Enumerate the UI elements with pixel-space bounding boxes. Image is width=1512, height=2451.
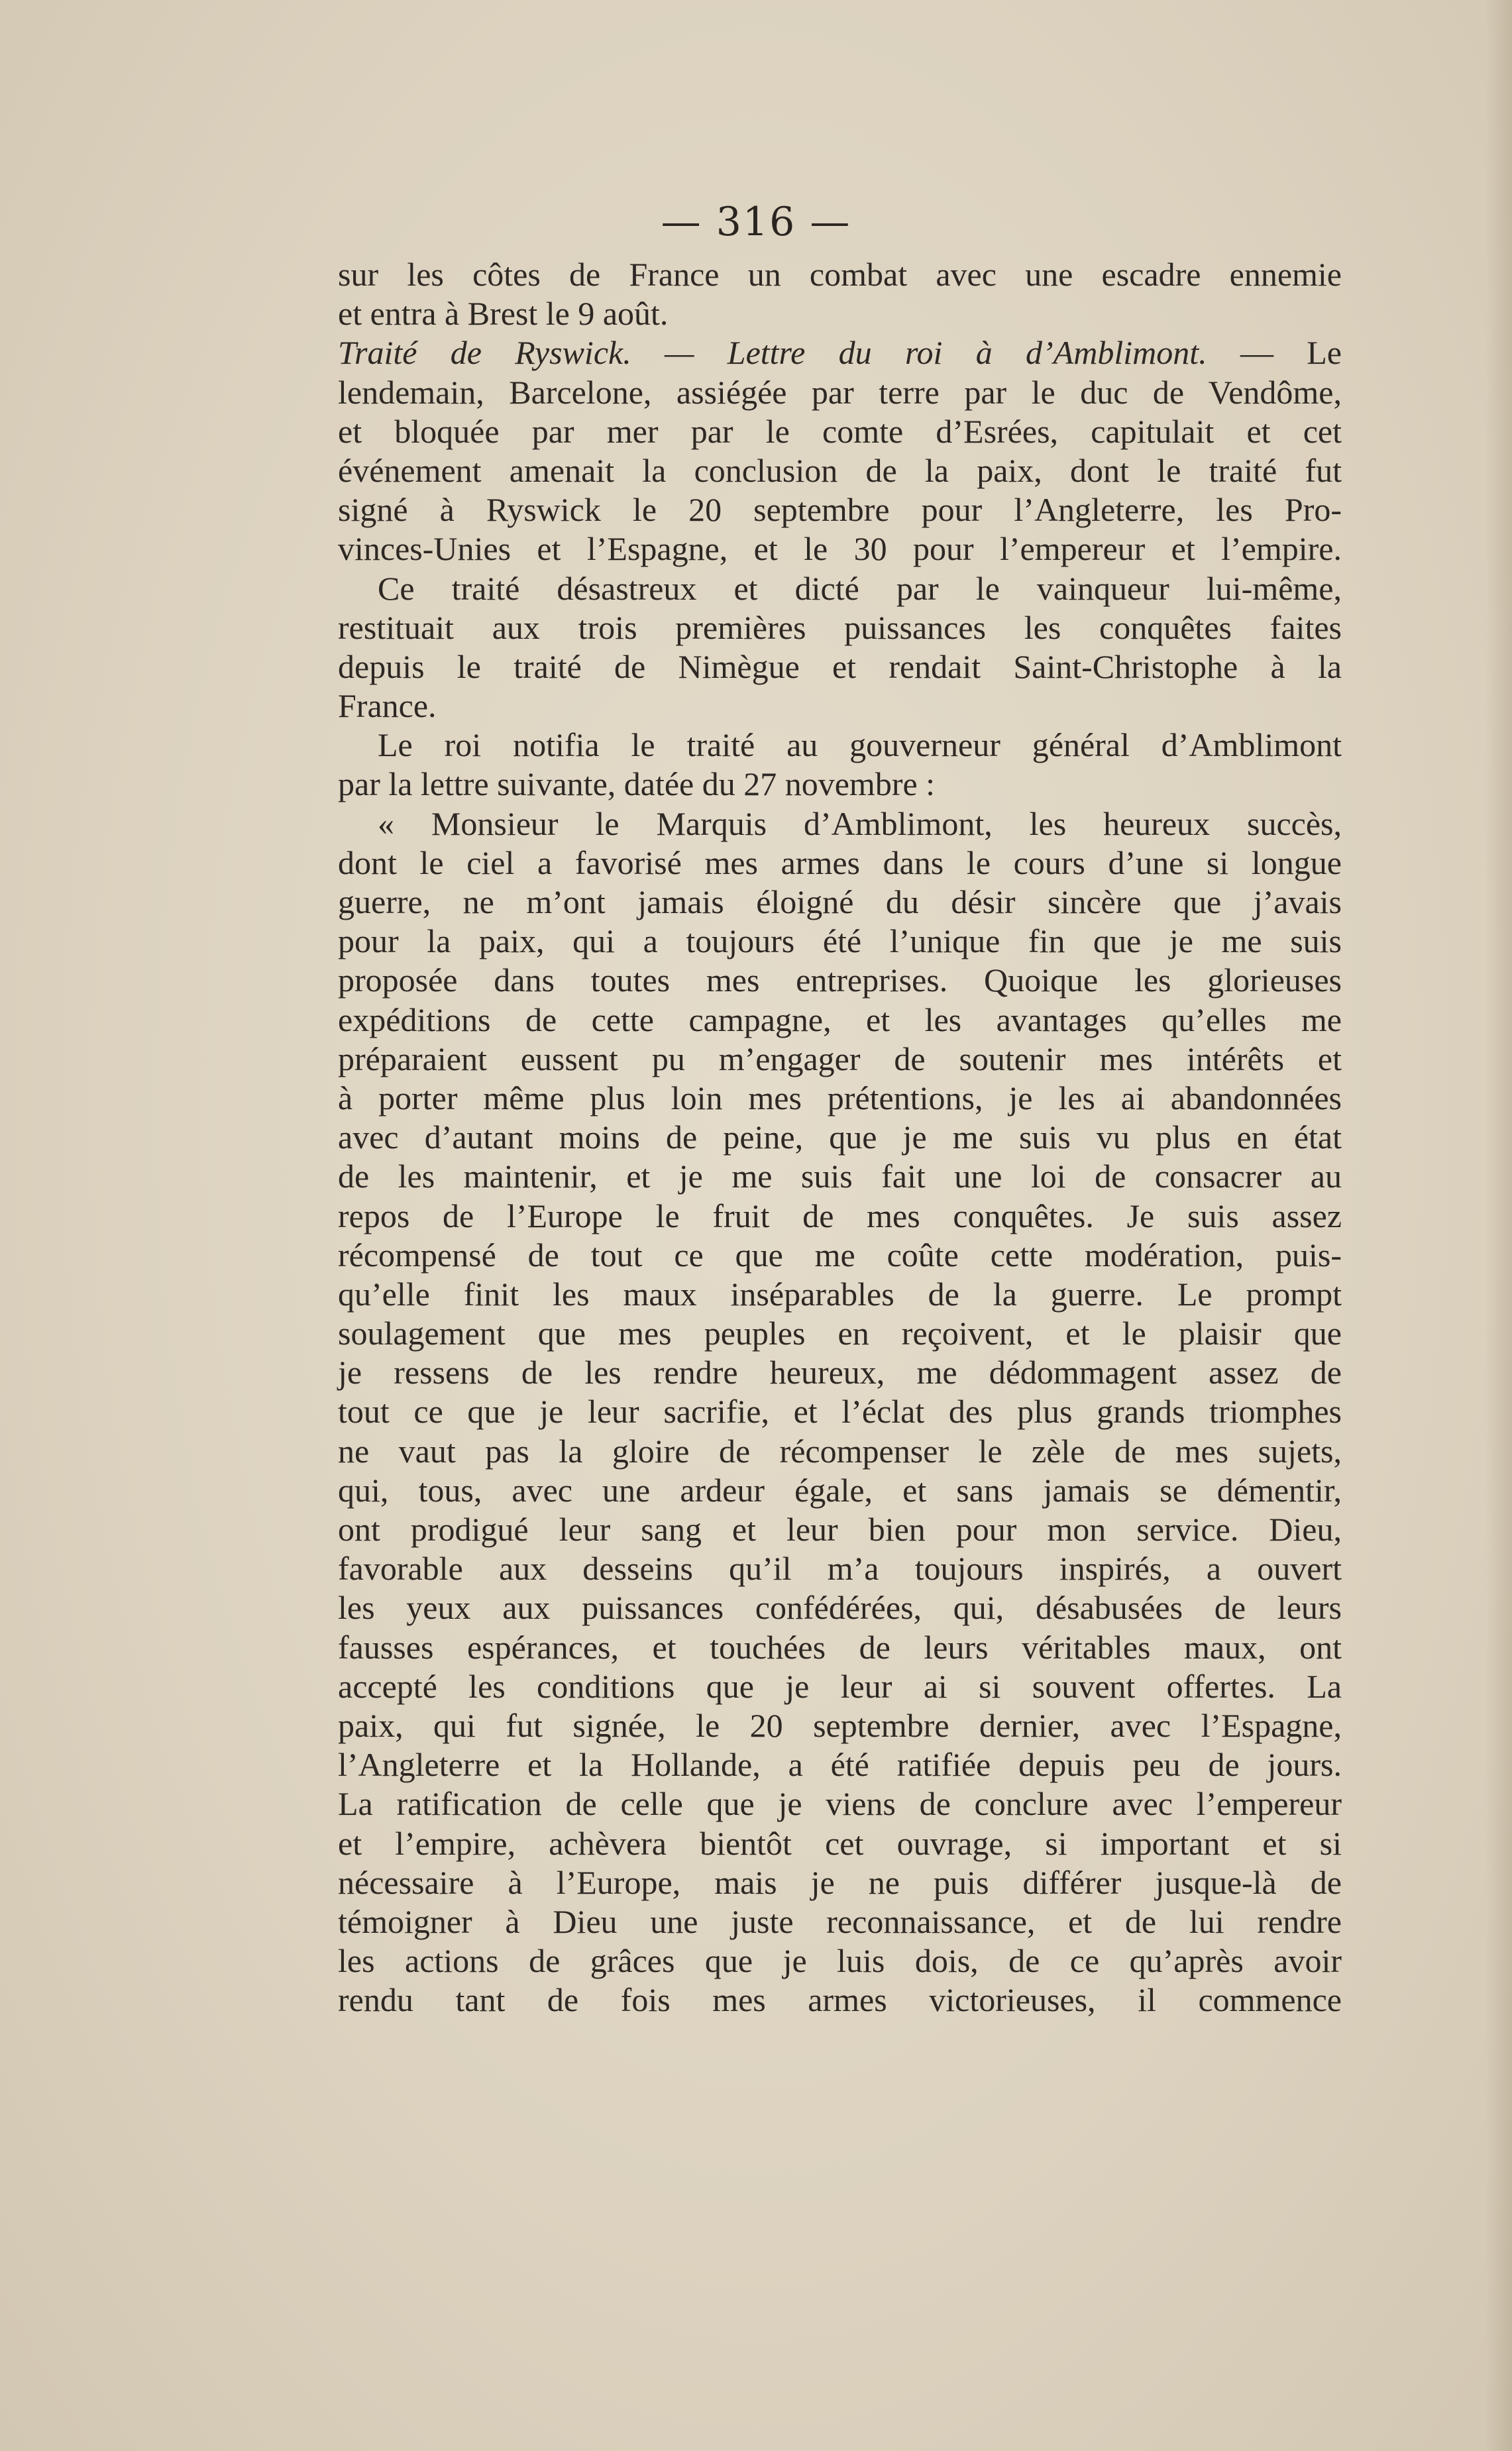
text-line: témoigner à Dieu une juste reconnaissance, et de lui rendre xyxy=(338,1902,1342,1940)
text-line: proposée dans toutes mes entreprises. Quoique les glorieuses xyxy=(338,961,1342,999)
text-line: les yeux aux puissances confédérées, qui, désabusées de leurs xyxy=(338,1589,1342,1627)
text-line: tout ce que je leur sacrifie, et l’éclat des plus grands triomphes xyxy=(338,1393,1342,1431)
text-line: accepté les conditions que je leur ai si souvent offertes. La xyxy=(338,1667,1342,1705)
text-line: ne vaut pas la gloire de récompenser le zèle de mes sujets, xyxy=(338,1432,1342,1470)
text-line: fausses espérances, et touchées de leurs véritables maux, ont xyxy=(338,1628,1342,1666)
text-line: à porter même plus loin mes prétentions, je les ai abandonnées xyxy=(338,1079,1342,1117)
text-line: guerre, ne m’ont jamais éloigné du désir sincère que j’avais xyxy=(338,883,1342,920)
text-line xyxy=(338,333,1342,372)
body-text xyxy=(338,255,1342,2020)
text-line: avec d’autant moins de peine, que je me suis vu plus en état xyxy=(338,1118,1342,1156)
text-line: qu’elle finit les maux inséparables de la guerre. Le prompt xyxy=(338,1275,1342,1313)
text-line: favorable aux desseins qu’il m’a toujours inspirés, a ouvert xyxy=(338,1550,1342,1588)
text-line: ont prodigué leur sang et leur bien pour mon service. Dieu, xyxy=(338,1511,1342,1548)
text-line: soulagement que mes peuples en reçoivent, et le plaisir que xyxy=(338,1315,1342,1352)
text-line: récompensé de tout ce que me coûte cette modération, puis- xyxy=(338,1236,1342,1274)
text-line: paix, qui fut signée, le 20 septembre dernier, avec l’Espagne, xyxy=(338,1706,1342,1744)
text-line: nécessaire à l’Europe, mais je ne puis différer jusque-là de xyxy=(338,1863,1342,1901)
text-line: et entra à Brest le 9 août. xyxy=(338,295,669,333)
text-line: et l’empire, achèvera bientôt cet ouvrage, si important et si xyxy=(338,1824,1342,1862)
text-line: lendemain, Barcelone, assiégée par terre par le duc de Vendôme, xyxy=(338,373,1342,411)
text-line: signé à Ryswick le 20 septembre pour l’Angleterre, les Pro- xyxy=(338,491,1342,529)
text-line: événement amenait la conclusion de la paix, dont le traité fut xyxy=(338,451,1342,489)
text-line: vinces-Unies et l’Espagne, et le 30 pour l’empereur et l’empire. xyxy=(338,530,1342,568)
text-line: France. xyxy=(338,687,437,725)
text-line: Ce traité désastreux et dicté par le vainqueur lui-même, xyxy=(378,569,1342,607)
text-line: expéditions de cette campagne, et les avantages qu’elles me xyxy=(338,1001,1342,1038)
italic-heading: Traité de Ryswick. — Lettre du roi à d’Amblimont. xyxy=(338,334,1207,372)
text-line: et bloquée par mer par le comte d’Esrées, capitulait et cet xyxy=(338,412,1342,450)
text-line: qui, tous, avec une ardeur égale, et sans jamais se démentir, xyxy=(338,1471,1342,1509)
text-line: préparaient eussent pu m’engager de soutenir mes intérêts et xyxy=(338,1040,1342,1077)
page-number: — 316 — xyxy=(661,199,851,245)
text-line: La ratification de celle que je viens de conclure avec l’empereur xyxy=(338,1785,1342,1823)
page-edge-shadow xyxy=(1485,0,1512,2451)
text-line: de les maintenir, et je me suis fait une loi de consacrer au xyxy=(338,1158,1342,1195)
text-line: l’Angleterre et la Hollande, a été ratifiée depuis peu de jours. xyxy=(338,1746,1342,1784)
text-line: depuis le traité de Nimègue et rendait Saint-Christophe à la xyxy=(338,647,1342,685)
heading-continuation: — Le xyxy=(1207,334,1342,372)
text-line: rendu tant de fois mes armes victorieuses, il commence xyxy=(338,1981,1342,2019)
text-line: les actions de grâces que je luis dois, de ce qu’après avoir xyxy=(338,1942,1342,1980)
text-line: je ressens de les rendre heureux, me dédommagent assez de xyxy=(338,1354,1342,1391)
text-line: dont le ciel a favorisé mes armes dans le cours d’une si longue xyxy=(338,844,1342,881)
text-line: par la lettre suivante, datée du 27 novembre : xyxy=(338,765,936,803)
text-line: restituait aux trois premières puissances les conquêtes faites xyxy=(338,608,1342,646)
text-line: sur les côtes de France un combat avec une escadre ennemie xyxy=(338,256,1342,293)
text-line: repos de l’Europe le fruit de mes conquêtes. Je suis assez xyxy=(338,1197,1342,1234)
text-line: pour la paix, qui a toujours été l’unique fin que je me suis xyxy=(338,922,1342,960)
text-line: Le roi notifia le traité au gouverneur général d’Amblimont xyxy=(378,726,1342,764)
text-line: « Monsieur le Marquis d’Amblimont, les heureux succès, xyxy=(378,804,1342,842)
